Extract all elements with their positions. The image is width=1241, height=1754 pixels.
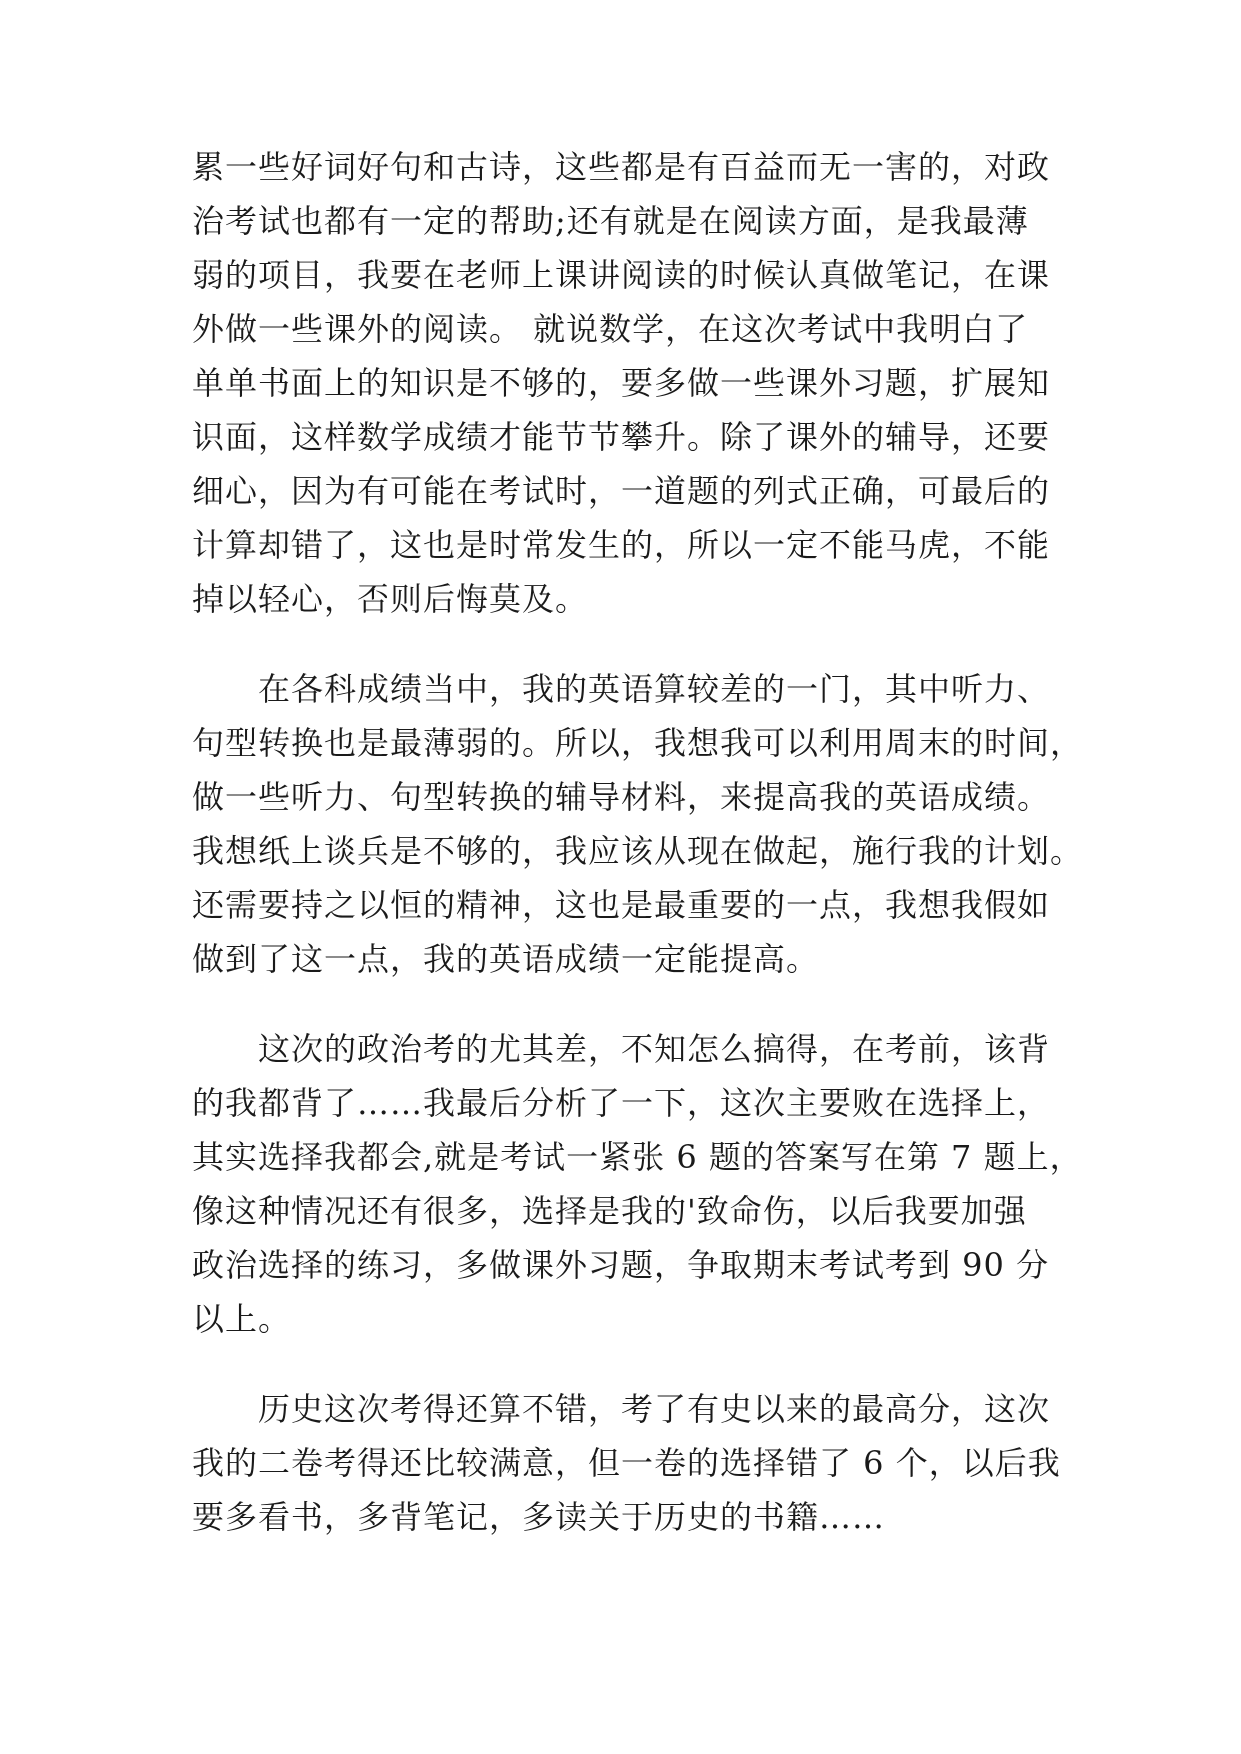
text-line: 做到了这一点，我的英语成绩一定能提高。 — [192, 940, 820, 978]
text-line: 我想纸上谈兵是不够的，我应该从现在做起，施行我的计划。 — [192, 832, 1084, 870]
paragraph-gap — [192, 626, 1062, 662]
text-line: 其实选择我都会,就是考试一紧张 6 题的答案写在第 7 题上， — [192, 1138, 1083, 1176]
text-line: 的我都背了……我最后分析了一下，这次主要败在选择上， — [192, 1084, 1051, 1122]
text-line: 以上。 — [192, 1300, 292, 1338]
text-line: 历史这次考得还算不错，考了有史以来的最高分，这次 — [258, 1390, 1051, 1428]
text-line: 识面，这样数学成绩才能节节攀升。除了课外的辅导，还要 — [192, 418, 1051, 456]
text-line: 弱的项目，我要在老师上课讲阅读的时候认真做笔记，在课 — [192, 256, 1051, 294]
text-line: 这次的政治考的尤其差，不知怎么搞得，在考前，该背 — [258, 1030, 1051, 1068]
text-line: 我的二卷考得还比较满意，但一卷的选择错了 6 个，以后我 — [192, 1444, 1061, 1482]
paragraph — [192, 662, 1084, 986]
paragraph — [192, 1022, 1083, 1346]
text-line: 在各科成绩当中，我的英语算较差的一门，其中听力、 — [258, 670, 1051, 708]
text-line: 计算却错了，这也是时常发生的，所以一定不能马虎，不能 — [192, 526, 1051, 564]
text-line: 要多看书，多背笔记，多读关于历史的书籍…… — [192, 1498, 886, 1536]
text-line: 外做一些课外的阅读。 就说数学，在这次考试中我明白了 — [192, 310, 1029, 348]
text-line: 做一些听力、句型转换的辅导材料，来提高我的英语成绩。 — [192, 778, 1051, 816]
paragraph-gap — [192, 1346, 1062, 1382]
paragraph — [192, 1382, 1062, 1544]
text-line: 政治选择的练习，多做课外习题，争取期末考试考到 90 分 — [192, 1246, 1050, 1284]
paragraph — [192, 140, 1062, 626]
text-line: 治考试也都有一定的帮助;还有就是在阅读方面，是我最薄 — [192, 202, 1029, 240]
text-line: 句型转换也是最薄弱的。所以，我想我可以利用周末的时间， — [192, 724, 1084, 762]
text-line: 累一些好词好句和古诗，这些都是有百益而无一害的，对政 — [192, 148, 1051, 186]
paragraph-gap — [192, 986, 1062, 1022]
text-line: 掉以轻心，否则后悔莫及。 — [192, 580, 589, 618]
text-line: 细心，因为有可能在考试时，一道题的列式正确，可最后的 — [192, 472, 1051, 510]
document-body — [192, 140, 1084, 1544]
text-line: 单单书面上的知识是不够的，要多做一些课外习题，扩展知 — [192, 364, 1051, 402]
text-line: 像这种情况还有很多，选择是我的'致命伤，以后我要加强 — [192, 1192, 1027, 1230]
text-line: 还需要持之以恒的精神，这也是最重要的一点，我想我假如 — [192, 886, 1051, 924]
